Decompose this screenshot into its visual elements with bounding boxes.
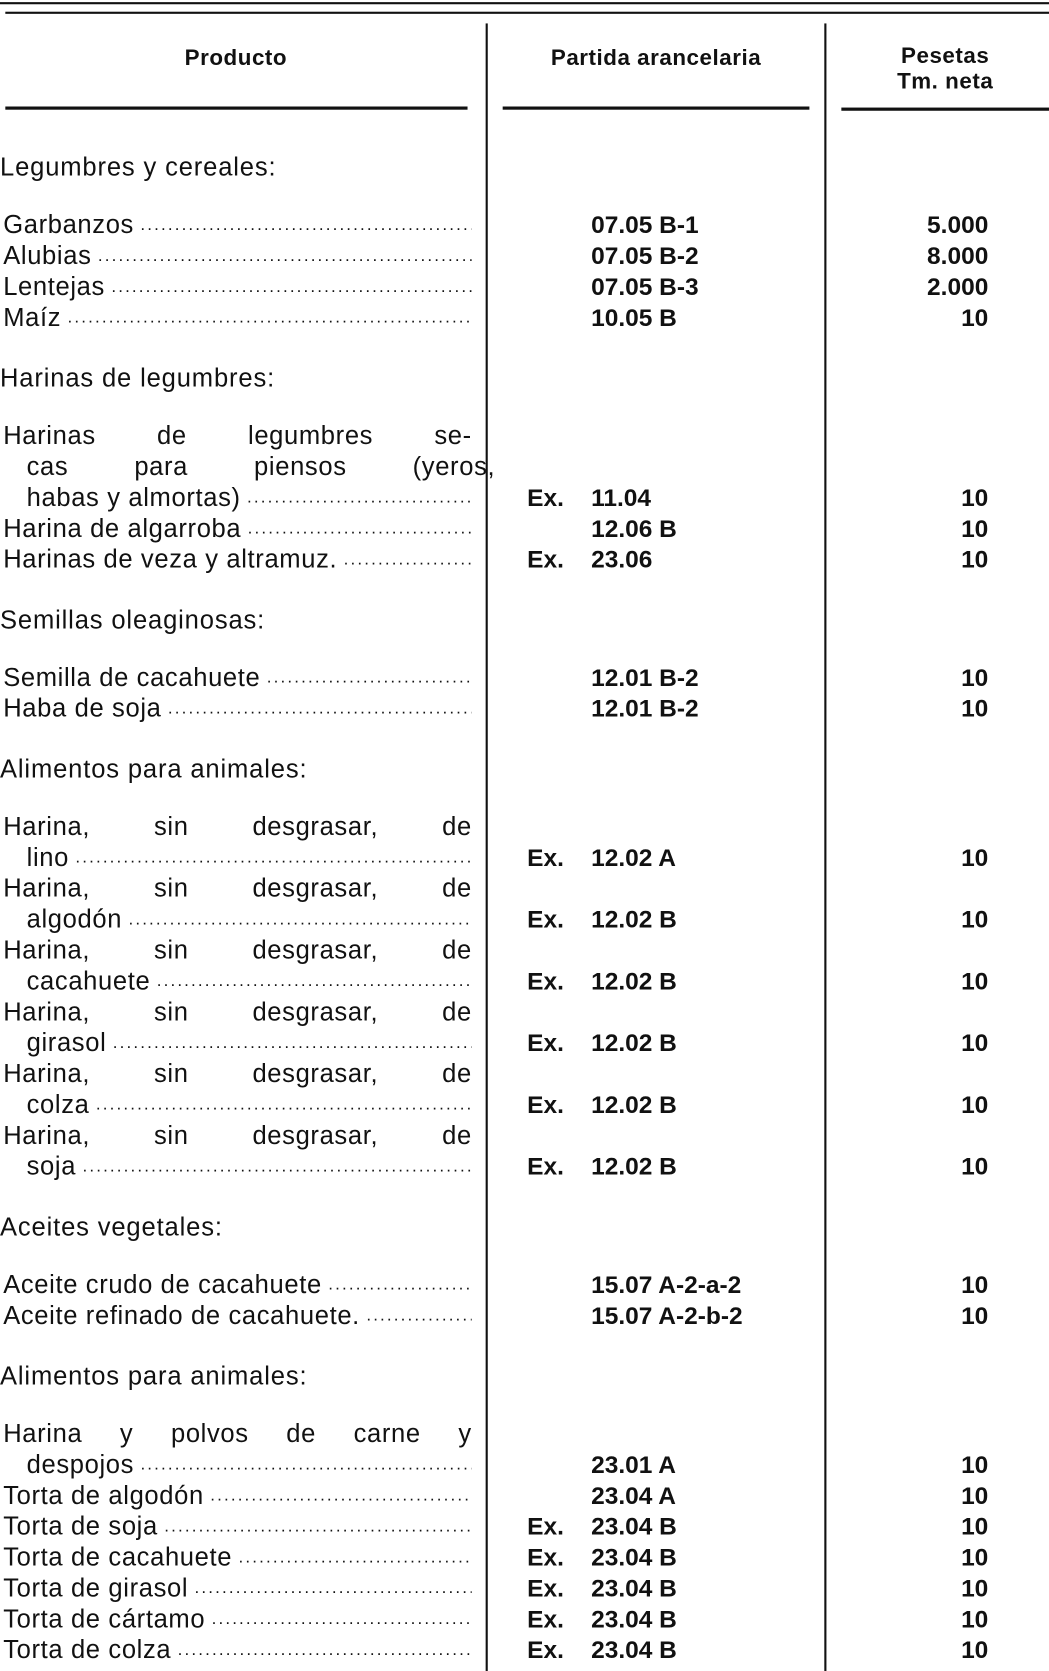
product-name-text: Aceite refinado de cacahuete.: [3, 1301, 360, 1331]
product-name-text: Torta de cacahuete: [3, 1543, 233, 1572]
product-name: [3, 272, 472, 303]
tariff-ex-prefix: Ex.: [527, 1543, 564, 1571]
pesetas-value: 10: [961, 1481, 989, 1510]
product-name-text: Torta de girasol: [3, 1574, 189, 1603]
tariff-code: 12.02 B: [591, 1152, 677, 1181]
pesetas-value: 10: [961, 905, 989, 933]
section-title: Aceites vegetales:: [0, 1213, 223, 1242]
top-rule-2: [5, 12, 1049, 14]
tariff-code: 23.04 A: [591, 1481, 676, 1510]
tariff-ex-prefix: Ex.: [527, 545, 564, 573]
pesetas-value: 10: [961, 1574, 989, 1602]
tariff-code: 23.04 B: [591, 1635, 677, 1664]
product-name-text: algodón: [26, 905, 123, 935]
product-name: [3, 1573, 472, 1604]
pesetas-value: 10: [961, 483, 989, 512]
product-name: [3, 210, 472, 241]
product-name-text: Torta de colza: [3, 1635, 172, 1665]
product-name: [27, 1089, 472, 1120]
product-name: [27, 482, 472, 513]
tariff-code: 23.01 A: [591, 1450, 676, 1479]
section-title: Alimentos para animales:: [0, 1362, 308, 1391]
tariff-code: 12.06 B: [591, 514, 677, 543]
pesetas-value: 10: [961, 1450, 989, 1479]
product-name-line: Harina, sin desgrasar, de: [3, 936, 472, 965]
tariff-code: 12.02 B: [591, 967, 677, 995]
dot-leader: [210, 1480, 472, 1511]
pesetas-value: 10: [961, 1090, 989, 1119]
tariff-code: 10.05 B: [591, 303, 677, 332]
product-name-text: Torta de soja: [3, 1512, 158, 1542]
pesetas-value: 8.000: [927, 241, 989, 270]
tariff-code: 23.06: [591, 545, 653, 573]
tariff-code: 12.01 B-2: [591, 694, 699, 723]
product-name-text: cacahuete: [26, 967, 151, 996]
tariff-code: 11.04: [591, 483, 652, 512]
product-name-text: Maíz: [3, 303, 62, 333]
dot-leader: [68, 302, 472, 333]
dot-leader: [164, 1511, 472, 1542]
pesetas-value: 10: [961, 1152, 989, 1181]
dot-leader: [239, 1542, 472, 1573]
dot-leader: [82, 1151, 471, 1182]
dot-leader: [168, 693, 472, 724]
pesetas-value: 10: [961, 694, 989, 723]
tariff-code: 12.01 B-2: [591, 663, 699, 692]
pesetas-value: 2.000: [927, 272, 989, 301]
product-name-line: Harina, sin desgrasar, de: [3, 874, 472, 904]
tariff-ex-prefix: Ex.: [527, 1635, 564, 1664]
dot-leader: [111, 272, 471, 303]
product-name-text: Haba de soja: [3, 694, 162, 724]
product-name-text: Alubias: [3, 241, 92, 271]
dot-leader: [344, 544, 472, 575]
section-title: Alimentos para animales:: [0, 755, 308, 784]
pesetas-value: 10: [961, 967, 989, 995]
tariff-ex-prefix: Ex.: [527, 967, 564, 995]
header-underline: [503, 107, 810, 110]
tariff-ex-prefix: Ex.: [527, 483, 564, 512]
tariff-code: 15.07 A-2-a-2: [591, 1270, 742, 1299]
product-name: [27, 904, 472, 935]
header-underline: [841, 108, 1049, 111]
pesetas-value: 10: [961, 1512, 989, 1540]
product-name-text: Semilla de cacahuete: [3, 663, 261, 693]
product-name-text: colza: [26, 1090, 90, 1120]
product-name-line: Harina, sin desgrasar, de: [3, 997, 472, 1027]
product-name: [3, 513, 472, 544]
product-name-line: Harinas de legumbres se-: [3, 421, 472, 451]
pesetas-value: 10: [961, 1635, 989, 1664]
pesetas-value: 10: [961, 1543, 989, 1571]
product-name: [27, 1151, 472, 1182]
dot-leader: [178, 1635, 472, 1666]
pesetas-value: 5.000: [927, 210, 989, 239]
product-name: [3, 693, 472, 724]
dot-leader: [248, 513, 472, 544]
product-name: [27, 842, 472, 873]
dot-leader: [157, 966, 472, 997]
tariff-ex-prefix: Ex.: [527, 905, 564, 933]
tariff-ex-prefix: Ex.: [527, 1152, 564, 1181]
tariff-code: 07.05 B-3: [591, 272, 699, 301]
tariff-code: 12.02 B: [591, 1090, 677, 1119]
pesetas-value: 10: [961, 545, 989, 573]
product-name-line: Harina y polvos de carne y: [3, 1419, 472, 1449]
pesetas-value: 10: [961, 1604, 989, 1633]
header-pesetas: Pesetas: [901, 43, 990, 69]
product-name: [3, 1511, 472, 1542]
product-name: [3, 1635, 472, 1666]
tariff-code: 23.04 B: [591, 1512, 677, 1540]
product-name-text: lino: [26, 843, 69, 873]
product-name: [27, 1449, 472, 1480]
tariff-code: 07.05 B-2: [591, 241, 699, 270]
product-name-line: Harina, sin desgrasar, de: [3, 1121, 472, 1151]
dot-leader: [96, 1089, 472, 1120]
dot-leader: [140, 1449, 471, 1480]
product-name-text: Harinas de veza y altramuz.: [3, 545, 338, 575]
dot-leader: [366, 1300, 471, 1331]
tariff-code: 23.04 B: [591, 1604, 677, 1633]
pesetas-value: 10: [961, 303, 989, 332]
product-name: [27, 966, 472, 997]
product-name-text: girasol: [26, 1028, 107, 1058]
product-name: [3, 241, 472, 272]
product-name-text: Torta de cártamo: [3, 1604, 206, 1634]
column-divider: [486, 23, 488, 1671]
product-name-text: soja: [26, 1152, 77, 1182]
product-name-line: Harina, sin desgrasar, de: [3, 812, 472, 842]
dot-leader: [75, 842, 471, 873]
tariff-ex-prefix: Ex.: [527, 1028, 564, 1057]
tariff-ex-prefix: Ex.: [527, 1604, 564, 1633]
section-title: Semillas oleaginosas:: [0, 605, 266, 635]
column-divider: [824, 23, 826, 1671]
product-name-text: Garbanzos: [3, 210, 134, 240]
header-underline: [5, 107, 467, 110]
product-name: [3, 544, 472, 575]
dot-leader: [128, 904, 471, 935]
dot-leader: [247, 482, 472, 513]
header-producto: Producto: [184, 45, 288, 71]
tariff-code: 12.02 A: [591, 843, 676, 872]
pesetas-value: 10: [961, 1270, 989, 1299]
section-title: Harinas de legumbres:: [0, 364, 276, 393]
dot-leader: [195, 1573, 472, 1604]
dot-leader: [113, 1028, 472, 1059]
tariff-code: 15.07 A-2-b-2: [591, 1301, 743, 1330]
top-rule: [0, 2, 1049, 4]
product-name-text: Aceite crudo de cacahuete: [3, 1270, 322, 1300]
product-name-line: Harina, sin desgrasar, de: [3, 1059, 472, 1089]
product-name: [3, 302, 472, 333]
header-partida: Partida arancelaria: [550, 45, 762, 71]
pesetas-value: 10: [961, 514, 989, 543]
product-name-line: cas para piensos (yeros,: [26, 452, 496, 482]
product-name-text: Harina de algarroba: [3, 514, 242, 544]
product-name: [3, 1269, 472, 1300]
dot-leader: [267, 662, 472, 693]
pesetas-value: 10: [961, 663, 989, 692]
product-name-text: Torta de algodón: [3, 1481, 204, 1511]
product-name: [3, 662, 472, 693]
product-name-text: despojos: [26, 1450, 135, 1480]
section-title: Legumbres y cereales:: [0, 153, 277, 183]
tariff-code: 23.04 B: [591, 1574, 677, 1602]
tariff-code: 23.04 B: [591, 1543, 677, 1571]
tariff-ex-prefix: Ex.: [527, 1090, 564, 1119]
dot-leader: [212, 1604, 472, 1635]
product-name-text: habas y almortas): [26, 483, 241, 513]
tariff-code: 07.05 B-1: [591, 210, 699, 239]
tariff-ex-prefix: Ex.: [527, 843, 564, 872]
product-name: [3, 1542, 472, 1573]
dot-leader: [140, 210, 471, 241]
pesetas-value: 10: [961, 843, 989, 872]
product-name-text: Lentejas: [3, 272, 105, 302]
dot-leader: [98, 241, 472, 272]
header-tm-neta: Tm. neta: [897, 69, 994, 94]
product-name: [3, 1480, 472, 1511]
product-name: [27, 1028, 472, 1059]
product-name: [3, 1604, 472, 1635]
product-name: [3, 1300, 472, 1331]
pesetas-value: 10: [961, 1301, 989, 1330]
pesetas-value: 10: [961, 1028, 989, 1057]
tariff-ex-prefix: Ex.: [527, 1512, 564, 1540]
tariff-ex-prefix: Ex.: [527, 1574, 564, 1602]
tariff-code: 12.02 B: [591, 1028, 677, 1057]
tariff-code: 12.02 B: [591, 905, 677, 933]
dot-leader: [328, 1269, 472, 1300]
